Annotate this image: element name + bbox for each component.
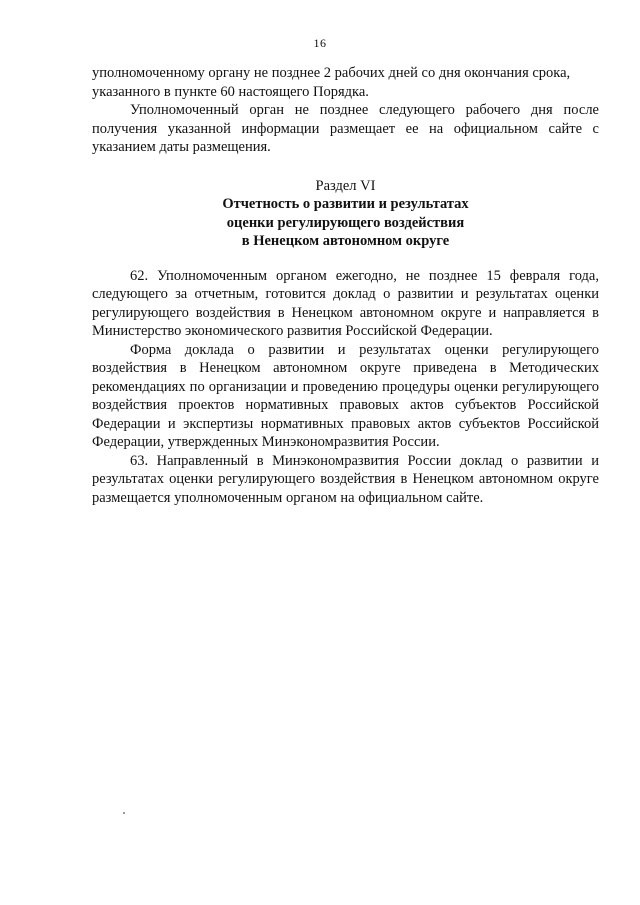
section-title-line-1: Отчетность о развитии и результатах <box>222 196 469 212</box>
page-number: 16 <box>313 36 327 50</box>
intro-paragraph-continuation <box>92 64 599 101</box>
intro-paragraph-publication: Уполномоченный орган не позднее следующего рабочего дня после получения указанной информации размещает ее на официальном сайте с указанием даты размещения. <box>92 102 599 155</box>
paragraph-62: 62. Уполномоченным органом ежегодно, не позднее 15 февраля года, следующего за отчетным, готовится доклад о развитии и результатах оценки регулирующего воздействия в Ненецком автономном округе и направляется в Министерство экономического развития Российской Федерации. <box>92 267 599 339</box>
intro-line-1: уполномоченному органу не позднее 2 рабочих дней со дня окончания срока, <box>92 65 571 81</box>
intro-line-2: указанного в пункте 60 настоящего Порядка. <box>92 83 369 100</box>
scan-speck <box>123 812 125 814</box>
section-label: Раздел VI <box>315 177 376 194</box>
spacer <box>92 251 599 267</box>
paragraph-63: 63. Направленный в Минэкономразвития России доклад о развитии и результатах оценки регулирующего воздействия в Ненецком автономном округе размещается уполномоченным органом на официальном сайте. <box>92 452 599 506</box>
section-title-line-3: в Ненецком автономном округе <box>241 233 450 249</box>
section-heading <box>92 177 599 251</box>
section-title-line-2: оценки регулирующего воздействия <box>226 214 465 231</box>
paragraph-62-form: Форма доклада о развитии и результатах оценки регулирующего воздействия в Ненецком автономном округе приведена в Методических рекомендациях по организации и проведению процедуры оценки регулирующего воздействия проектов нормативных правовых актов субъектов Российской Федерации и экспертизы нормативных правовых актов субъектов Российской Федерации, утвержденных Минэкономразвития России. <box>92 341 599 450</box>
document-body <box>92 64 599 507</box>
